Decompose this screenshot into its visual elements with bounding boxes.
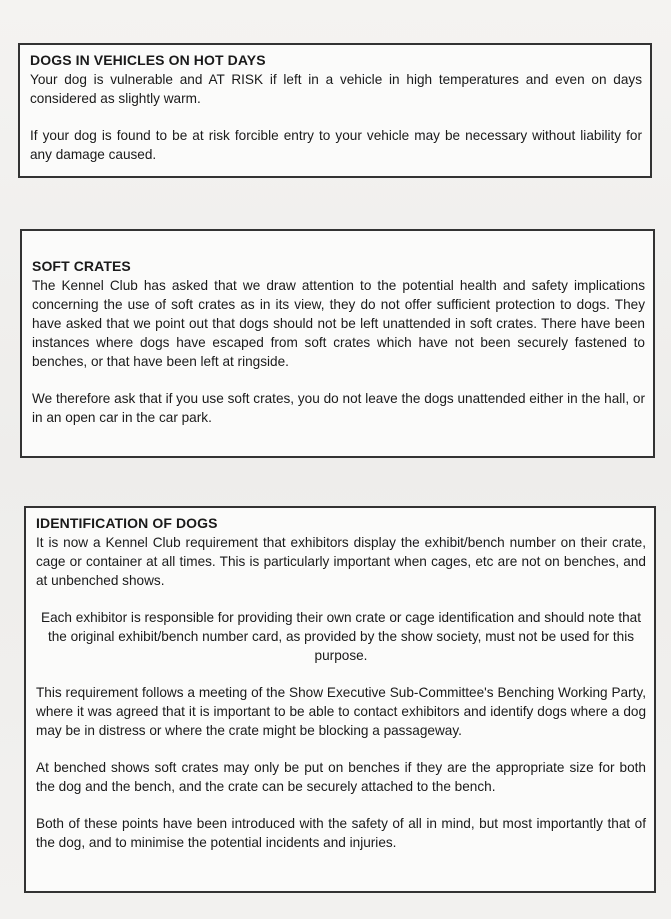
paragraph: If your dog is found to be at risk forcible entry to your vehicle may be necessary without liability for any damage caused. [30,128,642,162]
section-heading: SOFT CRATES [32,258,131,274]
paragraph: It is now a Kennel Club requirement that exhibitors display the exhibit/bench number on their crate, cage or container at all times. This is particularly important when cages, etc are not on benches, and at unbenched shows. [36,535,646,588]
paragraph: This requirement follows a meeting of the Show Executive Sub-Committee's Benching Working Party, where it was agreed that it is important to be able to contact exhibitors and identify dogs where a dog may be in distress or where the crate might be blocking a passageway. [36,685,646,738]
paragraph: At benched shows soft crates may only be put on benches if they are the appropriate size for both the dog and the bench, and the crate can be securely attached to the bench. [36,760,646,794]
paragraph: The Kennel Club has asked that we draw attention to the potential health and safety implications concerning the use of soft crates as in its view, they do not offer sufficient protection to dogs. They have asked that we point out that dogs should not be left unattended in soft crates. There have been instances where dogs have escaped from soft crates which have not been securely fastened to benches, or that have been left at ringside. [32,278,645,369]
paragraph: Both of these points have been introduced with the safety of all in mind, but most importantly that of the dog, and to minimise the potential incidents and injuries. [36,816,646,850]
paragraph: Each exhibitor is responsible for providing their own crate or cage identification and should note that the original exhibit/bench number card, as provided by the show society, must not be used for this purpose. [41,610,641,663]
section-soft-crates [20,229,655,458]
paragraph: We therefore ask that if you use soft crates, you do not leave the dogs unattended either in the hall, or in an open car in the car park. [32,391,645,425]
paragraph: Your dog is vulnerable and AT RISK if left in a vehicle in high temperatures and even on days considered as slightly warm. [30,72,642,106]
section-heading: DOGS IN VEHICLES ON HOT DAYS [30,52,266,68]
section-dogs-in-vehicles [18,43,652,178]
section-heading: IDENTIFICATION OF DOGS [36,515,218,531]
section-identification-of-dogs [24,506,656,893]
